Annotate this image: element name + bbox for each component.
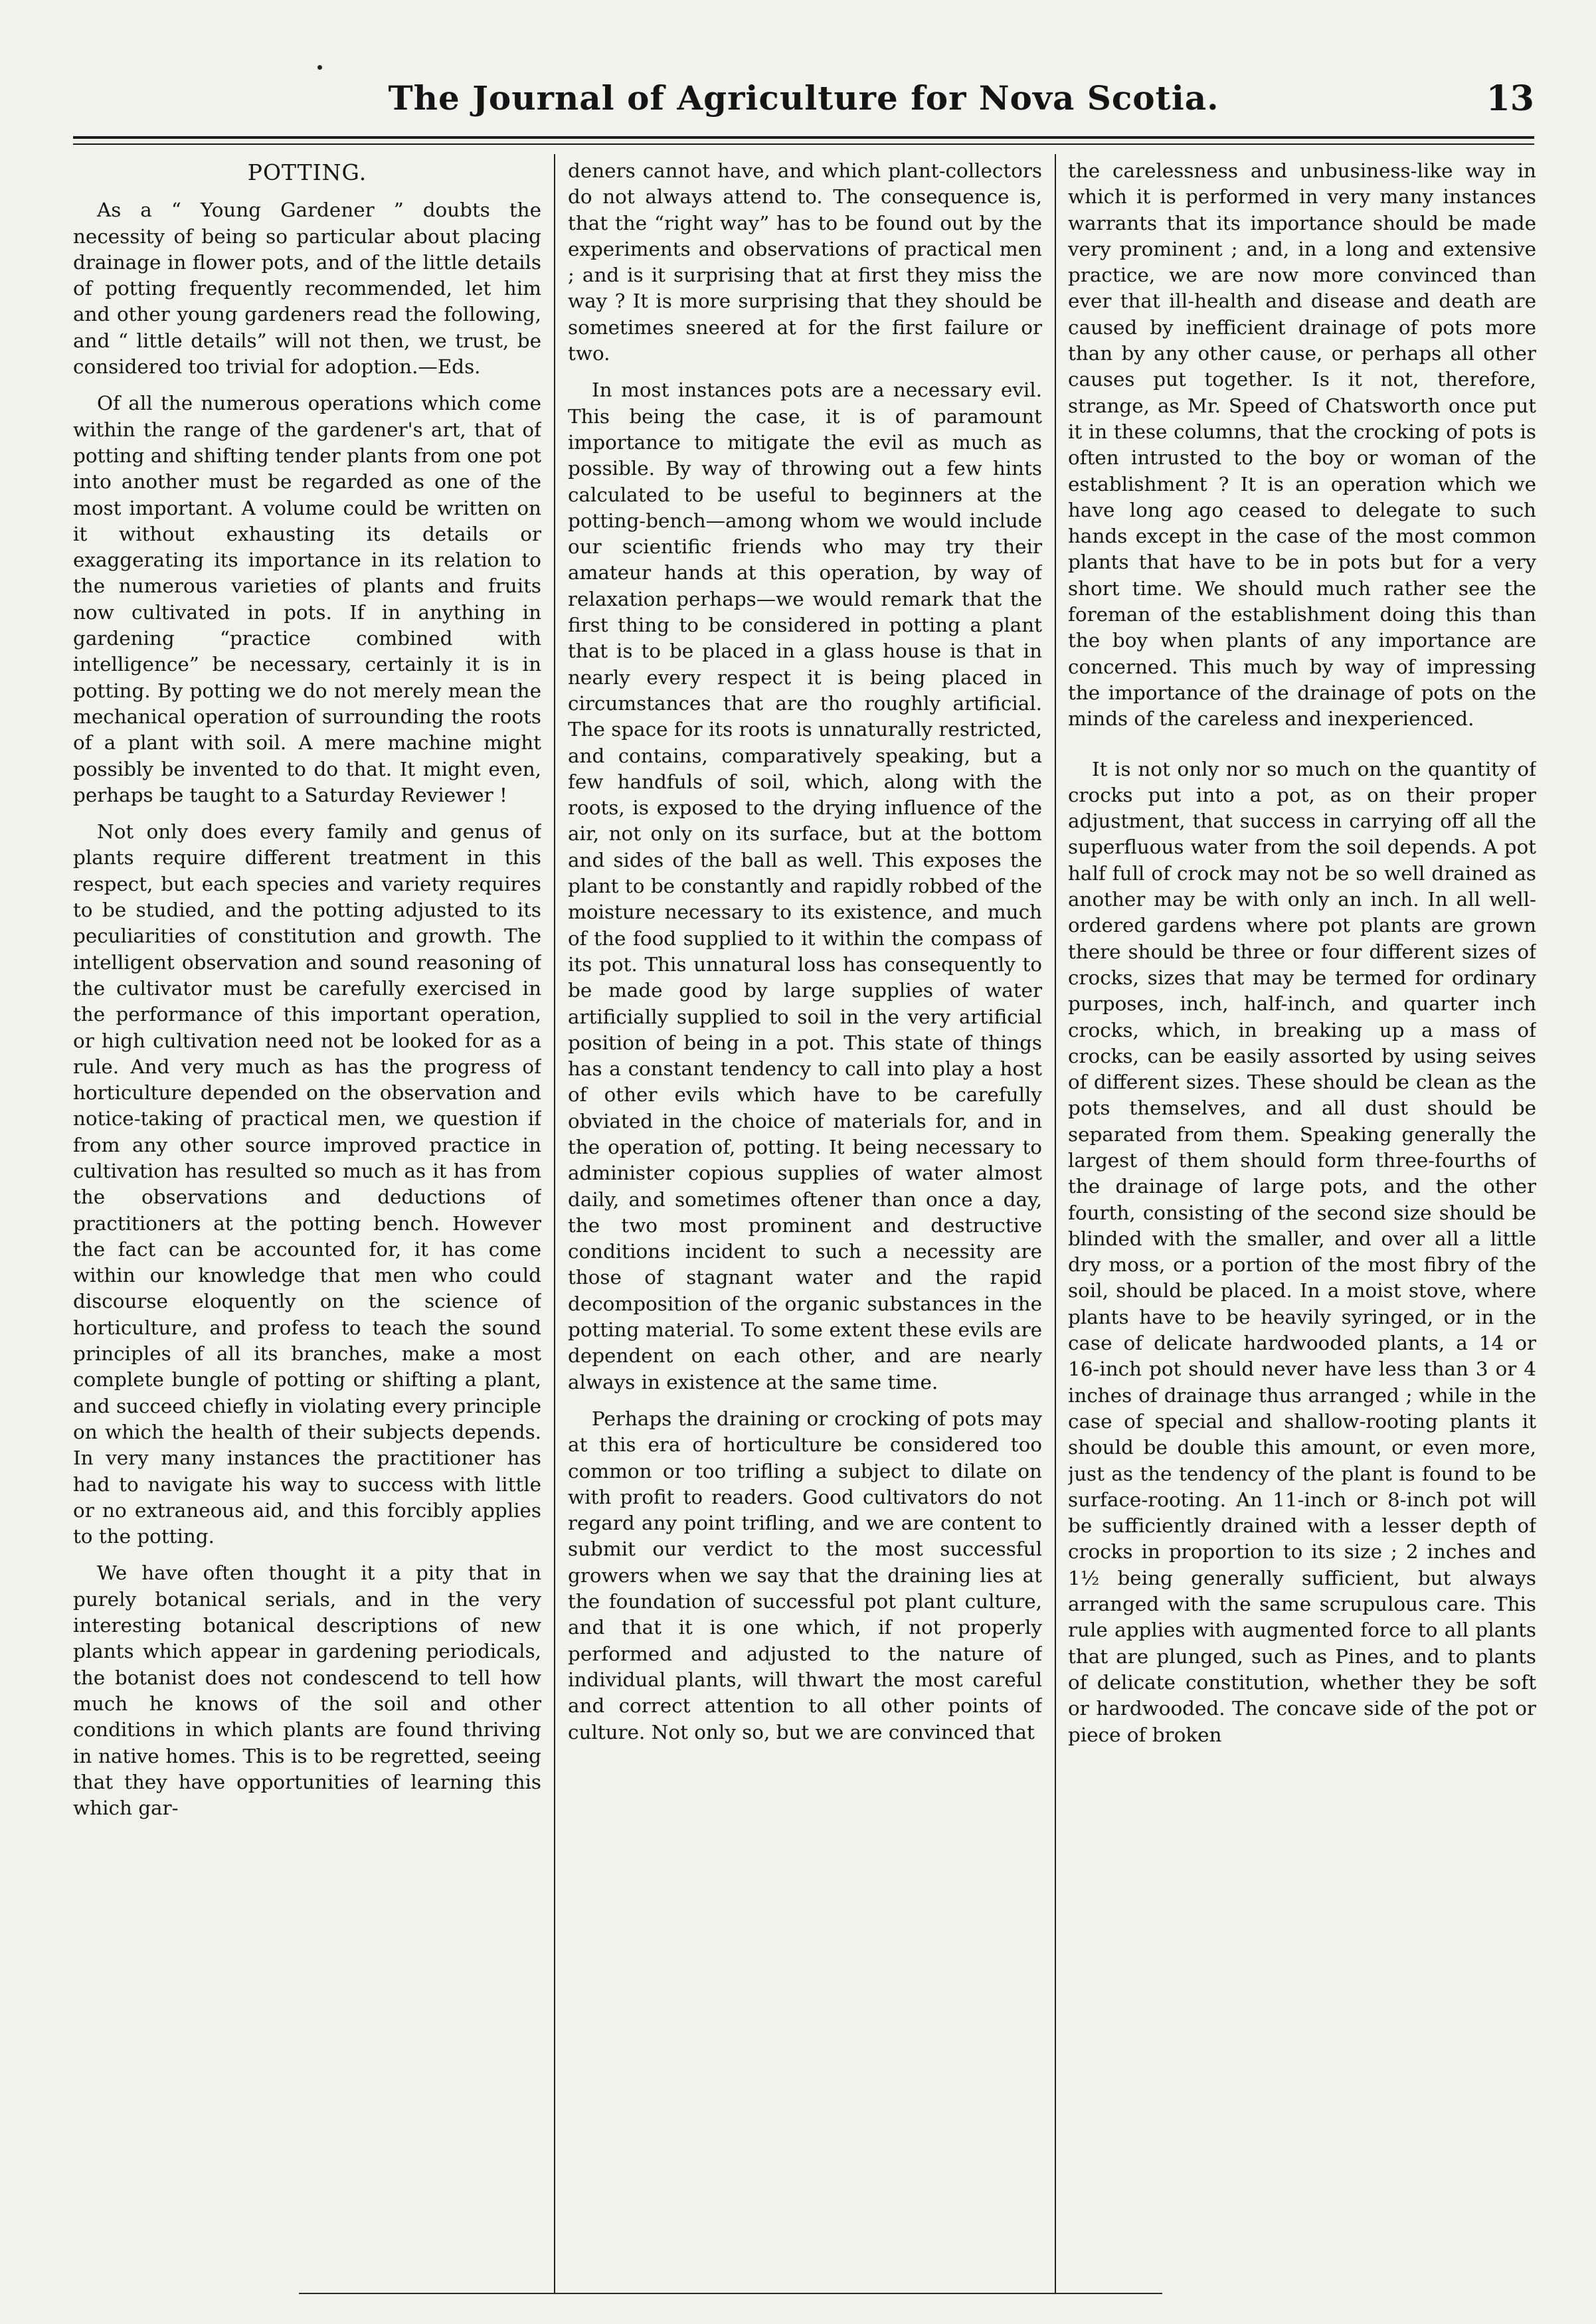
column-divider-2	[1055, 154, 1056, 2294]
header-rule-thin	[73, 143, 1534, 145]
running-header	[73, 78, 1534, 132]
article-paragraph: deners cannot have, and which plant-collectors do not always attend to. The consequence is, that the “right way” has to be found out by the experiments and observations of practical men ; and is it surprising that at first they miss the way ? It is more surprising that they should be sometimes sneered at for the first failure or two.	[568, 159, 1042, 365]
article-paragraph: Not only does every family and genus of plants require different treatment in this respect, but each species and variety requires to be studied, and the potting adjusted to its peculiarities of constitution and growth. The intelligent observation and sound reasoning of the cultivator must be carefully exercised in the performance of this important operation, or high cultivation need not be looked for as a rule. And very much as has the progress of horticulture depended on the observation and notice-taking of practical men, we question if from any other source improved practice in cultivation has resulted so much as it has from the observations and deductions of practitioners at the potting bench. However the fact can be accounted for, it has come within our knowledge that men who could discourse eloquently on the science of horticulture, and profess to teach the sound principles of all its branches, make a most complete bungle of potting or shifting a plant, and succeed chiefly in violating every principle on which the health of their subjects depends. In very many instances the practitioner has had to navigate his way to success with little or no extraneous aid, and this forcibly applies to the potting.	[73, 820, 541, 1548]
print-speck	[317, 65, 322, 70]
article-paragraph: the carelessness and unbusiness-like way in which it is performed in very many instances warrants that its importance should be made very prominent ; and, in a long and extensive practice, we are now more convinced than ever that ill-health and disease and death are caused by inefficient drainage of pots more than by any other cause, or perhaps all other causes put together. Is it not, therefore, strange, as Mr. Speed of Chatsworth once put it in these columns, that the crocking of pots is often intrusted to the boy or woman of the establishment ? It is an operation which we have long ago ceased to delegate to such hands except in the case of the most common plants that have to be in pots but for a very short time. We should much rather see the foreman of the establishment doing this than the boy when plants of any importance are concerned. This much by way of impressing the importance of the drainage of pots on the minds of the careless and inexperienced.	[1068, 159, 1536, 731]
column-2	[568, 158, 1042, 2283]
column-divider-1	[554, 154, 555, 2294]
article-headline: POTTING.	[247, 159, 367, 185]
article-paragraph: We have often thought it a pity that in purely botanical serials, and in the very interesting botanical descriptions of new plants which appear in gardening periodicals, the botanist does not condescend to tell how much he knows of the soil and other conditions in which plants are found thriving in native homes. This is to be regretted, seeing that they have opportunities of learning this which gar-	[73, 1562, 541, 1820]
page-number: 13	[1486, 78, 1534, 119]
bottom-rule	[299, 2293, 1162, 2294]
article-paragraph: It is not only nor so much on the quantity of crocks put into a pot, as on their proper adjustment, that success in carrying off all the superfluous water from the soil depends. A pot half full of crock may not be so well drained as another may be with only an inch. In all well-ordered gardens where pot plants are grown there should be three or four different sizes of crocks, sizes that may be termed for ordinary purposes, inch, half-inch, and quarter inch crocks, which, in breaking up a mass of crocks, can be easily assorted by using seives of different sizes. These should be clean as the pots themselves, and all dust should be separated from them. Speaking generally the largest of them should form three-fourths of the drainage of large pots, and the other fourth, consisting of the second size should be blinded with the smaller, and over all a little dry moss, or a portion of the most fibry of the soil, should be placed. In a moist stove, where plants have to be heavily syringed, or in the case of delicate hardwooded plants, a 14 or 16-inch pot should never have less than 3 or 4 inches of drainage thus arranged ; while in the case of special and shallow-rooting plants it should be double this amount, or even more, just as the tendency of the plant is found to be surface-rooting. An 11-inch or 8-inch pot will be sufficiently drained with a lesser depth of crocks in proportion to its size ; 2 inches and 1½ being generally sufficient, but always arranged with the same scrupulous care. This rule applies with augmented force to all plants that are plunged, such as Pines, and to plants of delicate constitution, whether they be soft or hardwooded. The concave side of the pot or piece of broken	[1068, 757, 1536, 1746]
article-paragraph: Of all the numerous operations which come within the range of the gardener's art, that of potting and shifting tender plants from one pot into another must be regarded as one of the most important. A volume could be written on it without exhausting its details or exaggerating its importance in its relation to the numerous varieties of plants and fruits now cultivated in pots. If in anything in gardening “practice combined with intelligence” be necessary, certainly it is in potting. By potting we do not merely mean the mechanical operation of surrounding the roots of a plant with soil. A mere machine might possibly be invented to do that. It might even, perhaps be taught to a Saturday Reviewer !	[73, 392, 541, 806]
column-3	[1068, 158, 1536, 2283]
article-paragraph: In most instances pots are a necessary evil. This being the case, it is of paramount importance to mitigate the evil as much as possible. By way of throwing out a few hints calculated to be useful to beginners at the potting-bench—among whom we would include our scientific friends who may try their amateur hands at this operation, by way of relaxation perhaps—we would remark that the first thing to be considered in potting a plant that is to be placed in a glass house is that in nearly every respect it is being placed in circumstances that are tho roughly artificial. The space for its roots is unnaturally restricted, and contains, comparatively speaking, but a few handfuls of soil, which, along with the roots, is exposed to the drying influence of the air, not only on its surface, but at the bottom and sides of the ball as well. This exposes the plant to be constantly and rapidly robbed of the moisture necessary to its existence, and much of the food supplied to it within the compass of its pot. This unnatural loss has consequently to be made good by large supplies of water artificially supplied to soil in the very artificial position of being in a pot. This state of things has a constant tendency to call into play a host of other evils which have to be carefully obviated in the choice of materials for, and in the operation of, potting. It being necessary to administer copious supplies of water almost daily, and sometimes oftener than once a day, the two most prominent and destructive conditions incident to such a necessity are those of stagnant water and the rapid decomposition of the organic substances in the potting material. To some extent these evils are dependent on each other, and are nearly always in existence at the same time.	[568, 379, 1042, 1393]
column-1	[73, 158, 541, 2283]
article-paragraph: Perhaps the draining or crocking of pots may at this era of horticulture be considered too common or too trifling a subject to dilate on with profit to readers. Good cultivators do not regard any point trifling, and we are content to submit our verdict to the most successful growers when we say that the draining lies at the foundation of successful pot plant culture, and that it is one which, if not properly performed and adjusted to the nature of individual plants, will thwart the most careful and correct attention to all other points of culture. Not only so, but we are convinced that	[568, 1407, 1042, 1743]
header-rule-thick	[73, 136, 1534, 139]
journal-title: The Journal of Agriculture for Nova Scotia.	[388, 78, 1219, 118]
editor-note: As a “ Young Gardener ” doubts the necessity of being so particular about placing drainage in flower pots, and of the little details of potting frequently recommended, let him and other young gardeners read the following, and “ little details” will not then, we trust, be considered too trivial for adoption.—Eds.	[73, 199, 541, 379]
